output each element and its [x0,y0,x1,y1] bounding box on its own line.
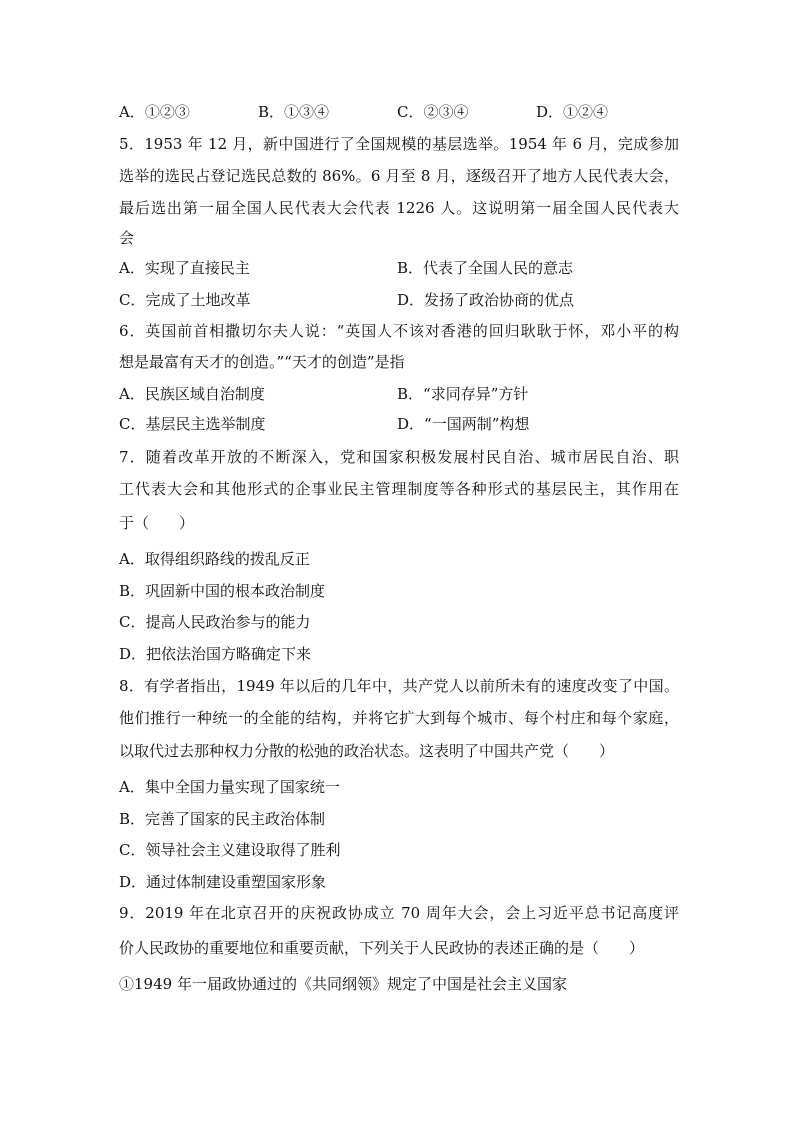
q5-stem-line-1: 5．1953 年 12 月，新中国进行了全国规模的基层选举。1954 年 6 月，完成参加 [119,135,679,153]
q7-stem-line-1: 7．随着改革开放的不断深入，党和国家积极发展村民自治、城市居民自治、职 [119,448,679,466]
q6-option-c[interactable]: C．基层民主选举制度 [119,415,266,433]
q8-stem-line-1: 8．有学者指出，1949 年以后的几年中，共产党人以前所未有的速度改变了中国。 [119,677,679,695]
q6-option-d[interactable]: D．“一国两制”构想 [397,415,530,433]
q8-option-c[interactable]: C．领导社会主义建设取得了胜利 [119,841,341,859]
q8-option-b[interactable]: B．完善了国家的民主政治体制 [119,810,326,828]
q5-stem-line-2: 选举的选民占登记选民总数的 86%。6 月至 8 月，逐级召开了地方人民代表大会， [119,167,679,185]
q7-option-b[interactable]: B．巩固新中国的根本政治制度 [119,582,326,600]
q5-option-d[interactable]: D．发扬了政治协商的优点 [397,291,575,309]
q5-option-b[interactable]: B．代表了全国人民的意志 [397,259,574,277]
q6-option-b[interactable]: B．“求同存异”方针 [397,385,529,403]
q4-option-b[interactable]: B．①③④ [258,103,330,121]
q8-option-a[interactable]: A．集中全国力量实现了国家统一 [119,778,340,796]
q9-stem-line-1: 9．2019 年在北京召开的庆祝政协成立 70 周年大会，会上习近平总书记高度评 [119,904,679,922]
q9-stem-line-2: 价人民政协的重要地位和重要贡献，下列关于人民政协的表述正确的是（ ） [119,939,645,957]
q9-statement-1: ①1949 年一届政协通过的《共同纲领》规定了中国是社会主义国家 [119,975,567,993]
q8-option-d[interactable]: D．通过体制建设重塑国家形象 [119,873,327,891]
q5-stem-line-4: 会 [119,229,135,247]
q5-stem-line-3: 最后选出第一届全国人民代表大会代表 1226 人。这说明第一届全国人民代表大 [119,199,679,217]
q5-option-a[interactable]: A．实现了直接民主 [119,259,250,277]
q7-stem-line-2: 工代表大会和其他形式的企事业民主管理制度等各种形式的基层民主，其作用在 [119,480,679,498]
q4-option-a[interactable]: A．①②③ [119,103,190,121]
q6-stem-line-2: 想是最富有天才的创造。”“天才的创造”是指 [119,353,405,371]
q7-option-c[interactable]: C．提高人民政治参与的能力 [119,613,311,631]
q7-option-a[interactable]: A．取得组织路线的拨乱反正 [119,550,310,568]
q8-stem-line-2: 他们推行一种统一的全能的结构，并将它扩大到每个城市、每个村庄和每个家庭， [119,709,679,727]
q6-option-a[interactable]: A．民族区域自治制度 [119,385,265,403]
q6-stem-line-1: 6．英国前首相撒切尔夫人说：“英国人不该对香港的回归耿耿于怀，邓小平的构 [119,322,679,340]
q5-option-c[interactable]: C．完成了土地改革 [119,291,251,309]
q7-stem-line-3: 于（ ） [119,514,195,532]
q4-option-d[interactable]: D．①②④ [536,103,609,121]
q7-option-d[interactable]: D．把依法治国方略确定下来 [119,645,312,663]
q4-option-c[interactable]: C．②③④ [397,103,469,121]
q8-stem-line-3: 以取代过去那种权力分散的松弛的政治状态。这表明了中国共产党（ ） [119,742,615,760]
